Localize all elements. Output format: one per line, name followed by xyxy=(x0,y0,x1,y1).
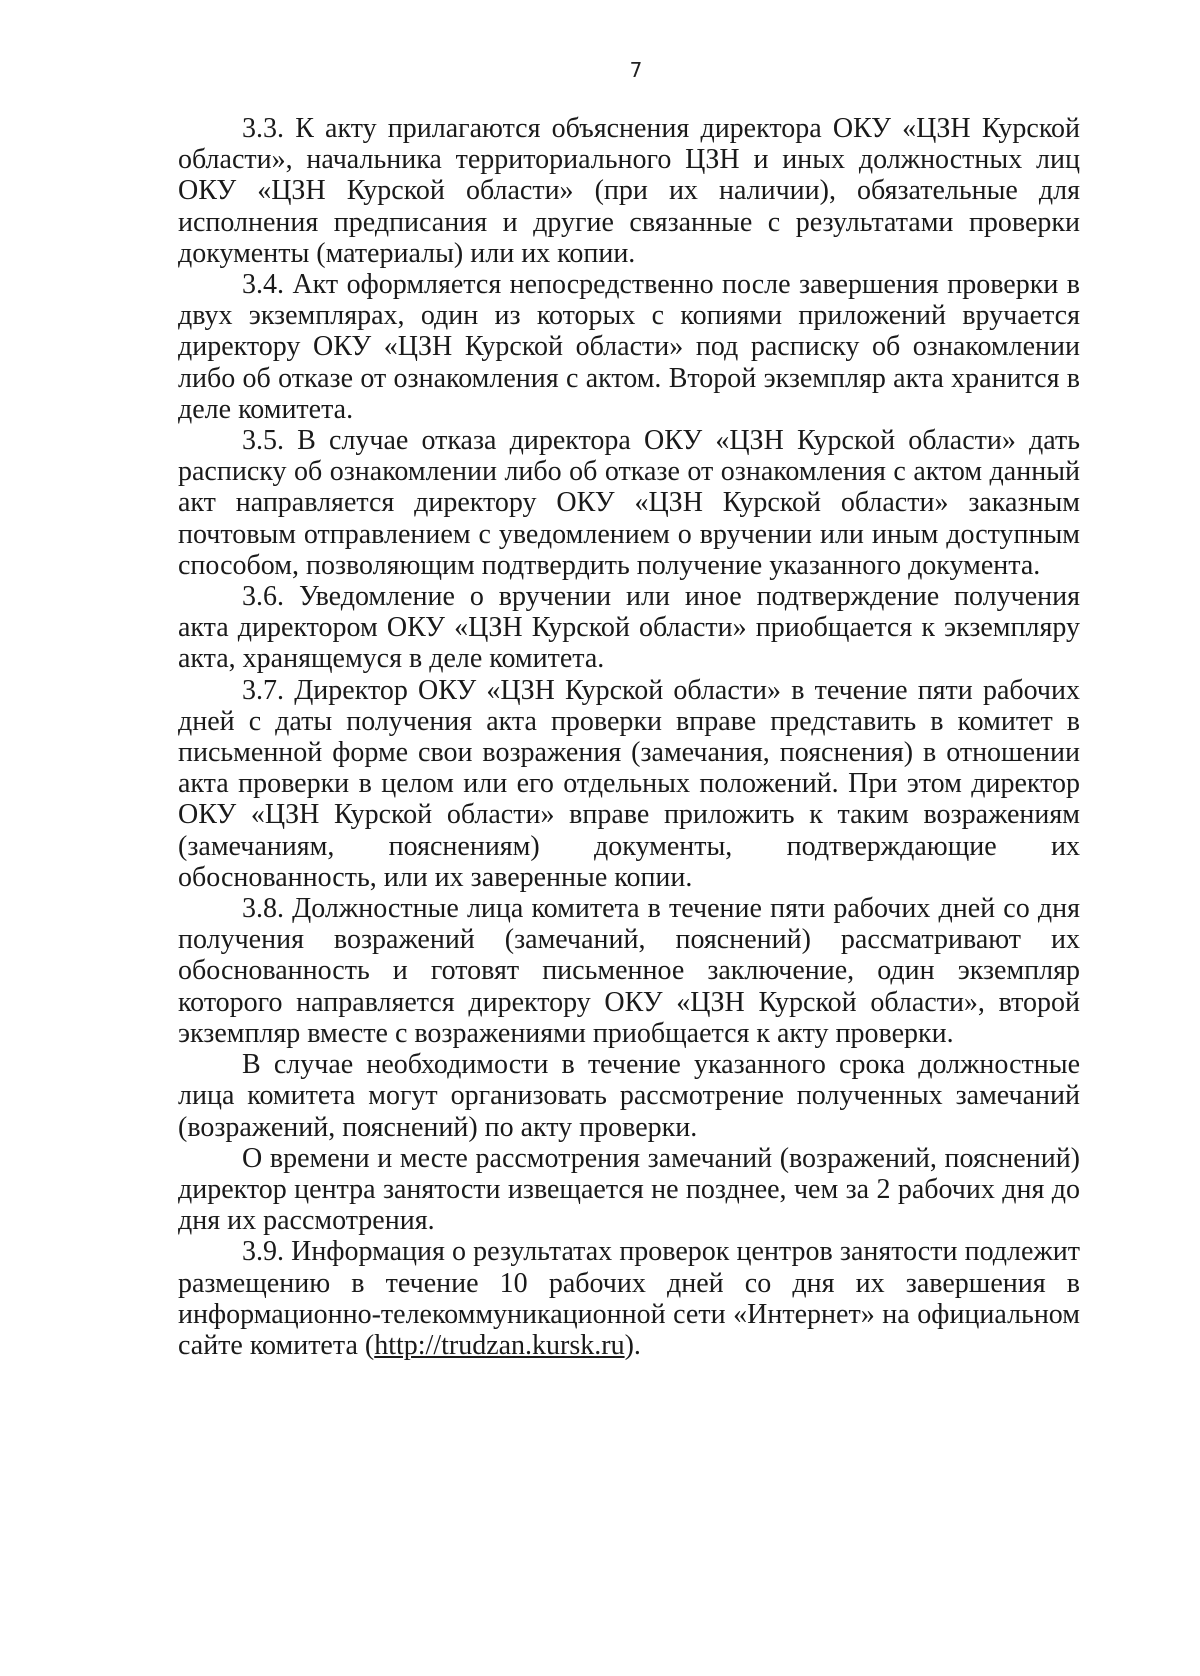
paragraph-text: Информация о результатах проверок центров занятости подлежит размещению в течение 10 рабочих дней со дня их завершения в информационно-телекоммуникационной сети «Интернет» на официальном сайте комитета ( xyxy=(178,1236,1080,1361)
paragraph-3-6 xyxy=(178,581,1080,675)
paragraph-text-end: ). xyxy=(624,1329,641,1361)
paragraph-number: 3.9. xyxy=(242,1236,284,1268)
website-link[interactable]: http://trudzan.kursk.ru xyxy=(374,1329,625,1361)
paragraph-text: Акт оформляется непосредственно после завершения проверки в двух экземплярах, один из которых с копиями приложений вручается директору ОКУ «ЦЗН Курской области» под расписку об ознакомлении либо об отказе от ознакомления с актом. Второй экземпляр акта хранится в деле комитета. xyxy=(178,269,1080,425)
paragraph-number: 3.8. xyxy=(242,893,284,925)
paragraph-text: К акту прилагаются объяснения директора ОКУ «ЦЗН Курской области», начальника территориального ЦЗН и иных должностных лиц ОКУ «ЦЗН Курской области» (при их наличии), обязательные для исполнения предписания и другие связанные с результатами проверки документы (материалы) или их копии. xyxy=(178,113,1080,269)
paragraph-review-option xyxy=(178,1049,1080,1143)
paragraph-review-notice xyxy=(178,1143,1080,1237)
paragraph-3-3 xyxy=(178,113,1080,269)
paragraph-number: 3.3. xyxy=(242,113,284,144)
paragraph-text: О времени и месте рассмотрения замечаний (возражений, пояснений) директор центра занятости извещается не позднее, чем за 2 рабочих дня до дня их рассмотрения. xyxy=(178,1142,1080,1237)
paragraph-text: Должностные лица комитета в течение пяти рабочих дней со дня получения возражений (замечаний, пояснений) рассматривают их обоснованность и готовят письменное заключение, один экземпляр которого направляется директору ОКУ «ЦЗН Курской области», второй экземпляр вместе с возражениями приобщается к акту проверки. xyxy=(178,893,1081,1049)
paragraph-number: 3.6. xyxy=(242,581,284,613)
paragraph-3-4 xyxy=(178,269,1080,425)
paragraph-text: Директор ОКУ «ЦЗН Курской области» в течение пяти рабочих дней с даты получения акта проверки вправе представить в комитет в письменной форме свои возражения (замечания, пояснения) в отношении акта проверки в целом или его отдельных положений. При этом директор ОКУ «ЦЗН Курской области» вправе приложить к таким возражениям (замечаниям, пояснениям) документы, подтверждающие их обоснованность, или их заверенные копии. xyxy=(178,674,1080,893)
paragraph-number: 3.5. xyxy=(242,425,284,457)
paragraph-text: Уведомление о вручении или иное подтверждение получения акта директором ОКУ «ЦЗН Курской области» приобщается к экземпляру акта, хранящемуся в деле комитета. xyxy=(178,581,1081,675)
document-body xyxy=(178,113,1080,1361)
page-number: 7 xyxy=(629,58,643,82)
paragraph-3-5 xyxy=(178,425,1080,581)
paragraph-3-8 xyxy=(178,893,1080,1049)
paragraph-text: В случае необходимости в течение указанного срока должностные лица комитета могут организовать рассмотрение полученных замечаний (возражений, пояснений) по акту проверки. xyxy=(178,1049,1080,1143)
paragraph-text: В случае отказа директора ОКУ «ЦЗН Курской области» дать расписку об ознакомлении либо об отказе от ознакомления с актом данный акт направляется директору ОКУ «ЦЗН Курской области» заказным почтовым отправлением с уведомлением о вручении или иным доступным способом, позволяющим подтвердить получение указанного документа. xyxy=(178,425,1081,581)
paragraph-number: 3.4. xyxy=(242,269,284,301)
paragraph-number: 3.7. xyxy=(242,674,284,706)
paragraph-3-7 xyxy=(178,675,1080,893)
paragraph-3-9 xyxy=(178,1236,1080,1361)
